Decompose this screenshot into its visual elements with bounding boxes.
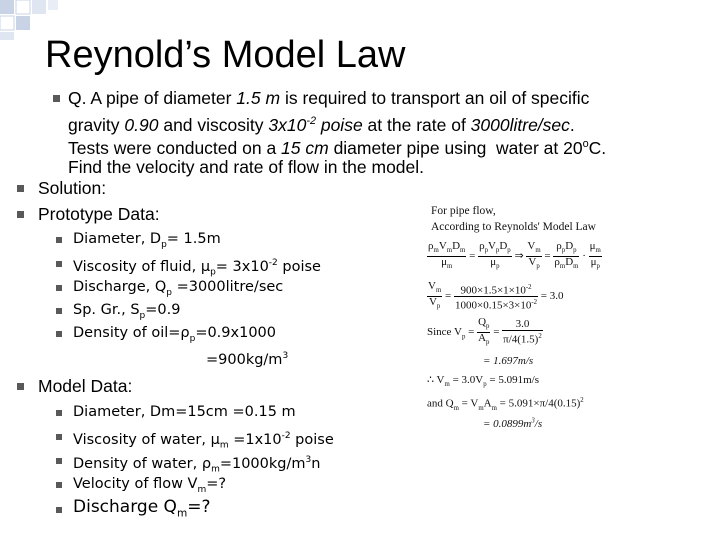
- prototype-diameter: Diameter, $D_p= 1.5m$: [73, 231, 221, 250]
- bullet-icon: [17, 185, 24, 192]
- bullet-icon: [56, 458, 62, 464]
- bullet-icon: [56, 482, 62, 488]
- solution-line-pipe-flow: For pipe flow,: [431, 205, 496, 217]
- model-density: Density of water, $\rho_m=1000kg/m^3n$: [73, 455, 321, 475]
- since-label: Since: [427, 326, 452, 339]
- model-diameter: Diameter, Dm=15cm =0.15 m: [73, 404, 296, 420]
- bullet-icon: [56, 331, 62, 337]
- solution-qm-result: = $0.0899m^3/s$: [483, 417, 543, 430]
- bullet-icon: [53, 95, 60, 102]
- prototype-specific-gravity: Sp. Gr., $S_p=0.9$: [73, 302, 181, 321]
- prototype-discharge: Discharge, $Q_p$ =3000litre/sec: [73, 279, 284, 298]
- solution-vp-result: = 1.697m/s: [483, 355, 534, 367]
- bullet-icon: [56, 507, 62, 513]
- model-velocity: Velocity of flow $V_m=$?: [73, 476, 227, 495]
- solution-qm-equation: and $Q_m = V_mA_m = 5.091\times\pi/4(0.15)^2$: [427, 397, 584, 412]
- bullet-icon: [56, 261, 62, 267]
- slide-title: Reynold’s Model Law: [45, 34, 406, 76]
- bullet-icon: [56, 410, 62, 416]
- solution-equation-1: $\frac{\rho_mV_mD_m}{\mu_m}$ = $\frac{\rho_pV_pD_p}{\mu_p}$ ⇒ $\frac{V_m}{V_p}$ = $\frac{\rho_pD_p}{\rho_mD_m}$ · $\frac{\mu_m}{\mu_p}$: [428, 240, 601, 271]
- worked-solution: [425, 205, 601, 435]
- problem-line-3: Tests were conducted on a 15 cm diameter pipe using water at 20$^o$C.: [68, 137, 607, 158]
- solution-line-reynolds: According to Reynolds' Model Law: [431, 221, 596, 233]
- prototype-label: Prototype Data:: [38, 204, 160, 224]
- solution-label: Solution:: [38, 178, 107, 198]
- bullet-icon: [56, 285, 62, 291]
- model-discharge: Discharge $Q_m=$?: [73, 497, 211, 520]
- solution-vm-result: ∴ $V_m = 3.0V_p = 5.091m/s$: [427, 374, 539, 389]
- model-viscosity: Viscosity of water, $\mu_m =1x10^{-2}$ poise: [73, 431, 334, 451]
- model-label: Model Data:: [38, 376, 133, 396]
- prototype-viscosity: Viscosity of fluid, $\mu_p= 3x10^{-2}$ poise: [73, 258, 321, 278]
- problem-line-4: Find the velocity and rate of flow in the model.: [68, 157, 425, 177]
- prototype-density-result: $=900kg/m^3$: [206, 351, 289, 368]
- bullet-icon: [56, 237, 62, 243]
- prototype-density: Density of $oil=\rho_p=0.9x1000$: [73, 325, 277, 344]
- solution-equation-3: Since $V_p$ = $\frac{Q_p}{A_p}$ = $\frac{3.0}{\pi/4(1.5)^2}$: [427, 316, 542, 347]
- problem-line-1: Q. A pipe of diameter 1.5 m is required to transport an oil of specific: [68, 88, 590, 108]
- problem-line-2: gravity 0.90 and viscosity $3x10^{-2}$ poise at the rate of 3000litre/sec.: [68, 114, 575, 135]
- bullet-icon: [56, 308, 62, 314]
- bullet-icon: [17, 383, 24, 390]
- bullet-icon: [56, 434, 62, 440]
- solution-equation-2: $\frac{V_m}{V_p}$ = $\frac{900\times 1.5\times 1\times 10^{-2}}{1000\times 0.15\times 3\times 10^{-2}}$ = 3.0: [428, 280, 564, 312]
- bullet-icon: [17, 211, 24, 218]
